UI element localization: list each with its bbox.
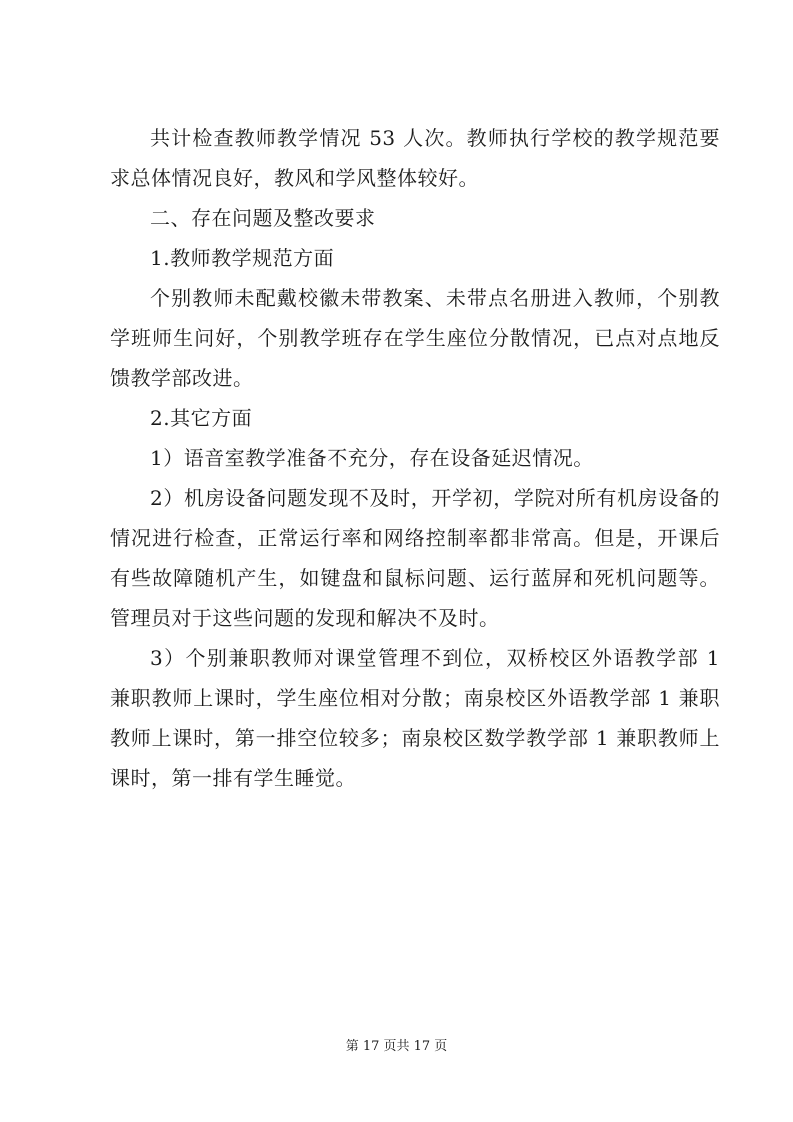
heading-teaching-norms: 1.教师教学规范方面 [150,246,335,270]
paragraph-part-time-teacher-issue: 3）个别兼职教师对课堂管理不到位，双桥校区外语教学部 1 兼职教师上课时，学生座位相对分散；南泉校区外语教学部 1 兼职教师上课时，第一排空位较多；南泉校区数学教学部 1 兼职教师上课时，第一排有学生睡觉。 [110,646,720,790]
paragraph-inspection-summary: 共计检查教师教学情况 53 人次。教师执行学校的教学规范要求总体情况良好，教风和学风整体较好。 [110,126,720,190]
paragraph-language-lab-issue: 1）语音室教学准备不充分，存在设备延迟情况。 [150,446,594,470]
heading-problems-and-rectification: 二、存在问题及整改要求 [150,206,376,230]
paragraph-teaching-norms-issues: 个别教师未配戴校徽未带教案、未带点名册进入教师，个别教学班师生问好，个别教学班存在学生座位分散情况，已点对点地反馈教学部改进。 [110,286,720,390]
document-body [110,118,720,798]
heading-other-aspects: 2.其它方面 [150,406,253,430]
paragraph-computer-room-issue: 2）机房设备问题发现不及时，开学初，学院对所有机房设备的情况进行检查，正常运行率和网络控制率都非常高。但是，开课后有些故障随机产生，如键盘和鼠标问题、运行蓝屏和死机问题等。管理员对于这些问题的发现和解决不及时。 [110,486,720,630]
page-number-footer: 第 17 页共 17 页 [345,1039,448,1054]
